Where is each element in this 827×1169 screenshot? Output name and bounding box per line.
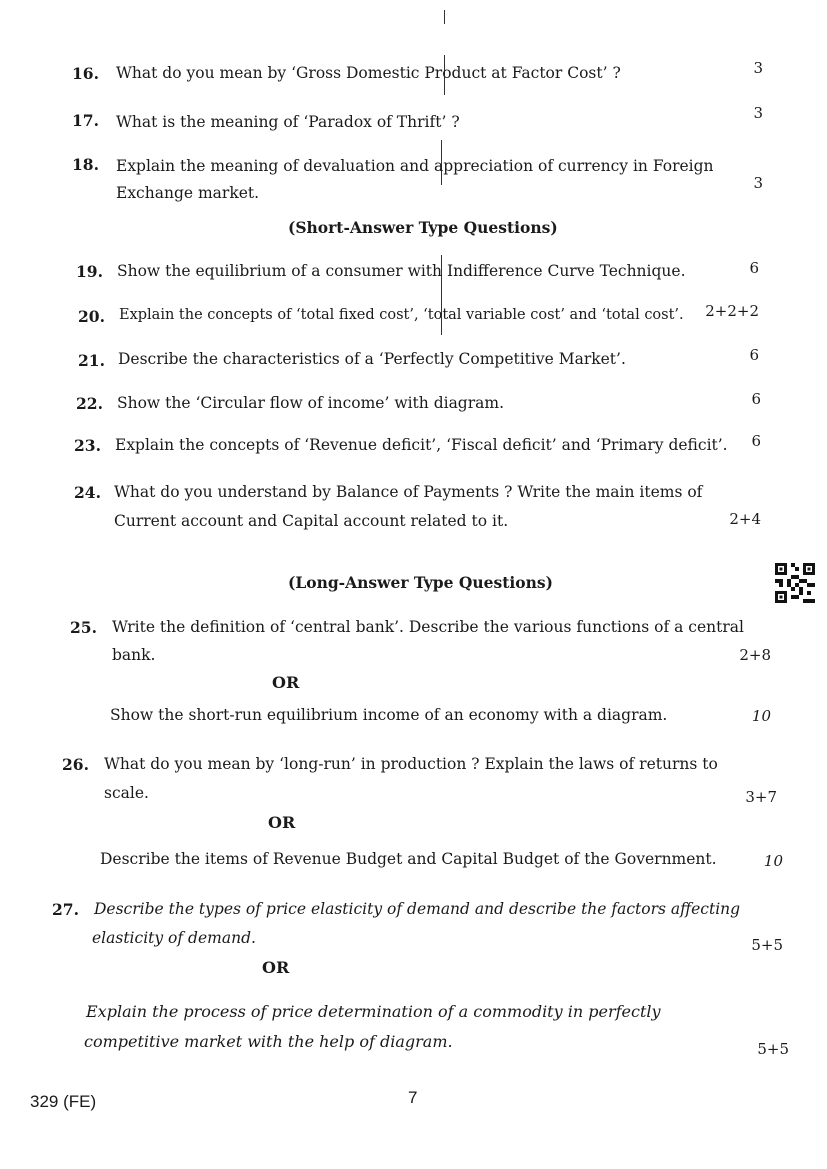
question-number: 23. bbox=[74, 436, 101, 455]
question-marks: 10 bbox=[751, 707, 771, 725]
or-label: OR bbox=[272, 673, 300, 692]
question-marks: 6 bbox=[749, 259, 759, 277]
question-text: Explain the concepts of ‘Revenue deficit’, ‘Fiscal deficit’ and ‘Primary deficit’. bbox=[115, 436, 728, 454]
question-marks: 5+5 bbox=[751, 936, 783, 954]
question-text: Write the definition of ‘central bank’. Describe the various functions of a central bbox=[112, 618, 744, 636]
question-text: elasticity of demand. bbox=[92, 929, 256, 947]
paper-code: 329 (FE) bbox=[30, 1092, 97, 1111]
question-marks: 6 bbox=[751, 432, 761, 450]
alternative-question-text: Describe the items of Revenue Budget and Capital Budget of the Government. bbox=[100, 850, 717, 868]
page-number: 7 bbox=[408, 1088, 418, 1107]
question-number: 19. bbox=[76, 262, 103, 281]
question-number: 20. bbox=[78, 307, 105, 326]
section-heading-short: (Short-Answer Type Questions) bbox=[288, 218, 558, 237]
question-number: 26. bbox=[62, 755, 89, 774]
question-marks: 6 bbox=[749, 346, 759, 364]
question-marks: 6 bbox=[751, 390, 761, 408]
question-marks: 10 bbox=[763, 852, 783, 870]
question-text: bank. bbox=[112, 646, 156, 664]
question-text: Show the equilibrium of a consumer with Indifference Curve Technique. bbox=[117, 262, 686, 280]
question-text: What do you understand by Balance of Payments ? Write the main items of bbox=[114, 483, 703, 501]
alternative-question-text: Explain the process of price determination of a commodity in perfectly bbox=[86, 1002, 661, 1021]
question-text: What is the meaning of ‘Paradox of Thrift’ ? bbox=[116, 113, 460, 131]
question-text: Explain the meaning of devaluation and appreciation of currency in Foreign bbox=[116, 157, 714, 175]
question-marks: 3 bbox=[753, 59, 763, 77]
question-text: Describe the types of price elasticity of demand and describe the factors affecting bbox=[94, 900, 741, 918]
question-marks: 2+8 bbox=[739, 646, 771, 664]
question-number: 24. bbox=[74, 483, 101, 502]
question-number: 18. bbox=[72, 155, 99, 174]
section-heading-long: (Long-Answer Type Questions) bbox=[288, 573, 553, 592]
question-marks: 2+2+2 bbox=[705, 302, 759, 320]
alternative-question-text: competitive market with the help of diagram. bbox=[84, 1032, 453, 1051]
question-marks: 5+5 bbox=[757, 1040, 789, 1058]
question-marks: 3+7 bbox=[745, 788, 777, 806]
question-text: Show the ‘Circular flow of income’ with diagram. bbox=[117, 394, 505, 412]
scan-mark bbox=[444, 10, 445, 24]
question-number: 27. bbox=[52, 900, 79, 919]
question-text: Explain the concepts of ‘total fixed cost’, ‘total variable cost’ and ‘total cost’. bbox=[119, 307, 684, 323]
alternative-question-text: Show the short-run equilibrium income of an economy with a diagram. bbox=[110, 706, 668, 724]
question-marks: 2+4 bbox=[729, 510, 761, 528]
question-number: 21. bbox=[78, 351, 105, 370]
question-text: Exchange market. bbox=[116, 184, 260, 202]
qr-code-icon bbox=[775, 563, 815, 603]
question-number: 22. bbox=[76, 394, 103, 413]
question-number: 25. bbox=[70, 618, 97, 637]
question-text: What do you mean by ‘long-run’ in production ? Explain the laws of returns to bbox=[104, 755, 718, 773]
or-label: OR bbox=[262, 958, 290, 977]
question-text: scale. bbox=[104, 784, 149, 802]
question-number: 16. bbox=[72, 64, 99, 83]
question-text: What do you mean by ‘Gross Domestic Product at Factor Cost’ ? bbox=[116, 64, 621, 82]
or-label: OR bbox=[268, 813, 296, 832]
question-marks: 3 bbox=[753, 104, 763, 122]
question-number: 17. bbox=[72, 111, 99, 130]
question-text: Describe the characteristics of a ‘Perfectly Competitive Market’. bbox=[118, 350, 626, 368]
question-text: Current account and Capital account related to it. bbox=[114, 512, 509, 530]
question-marks: 3 bbox=[753, 174, 763, 192]
